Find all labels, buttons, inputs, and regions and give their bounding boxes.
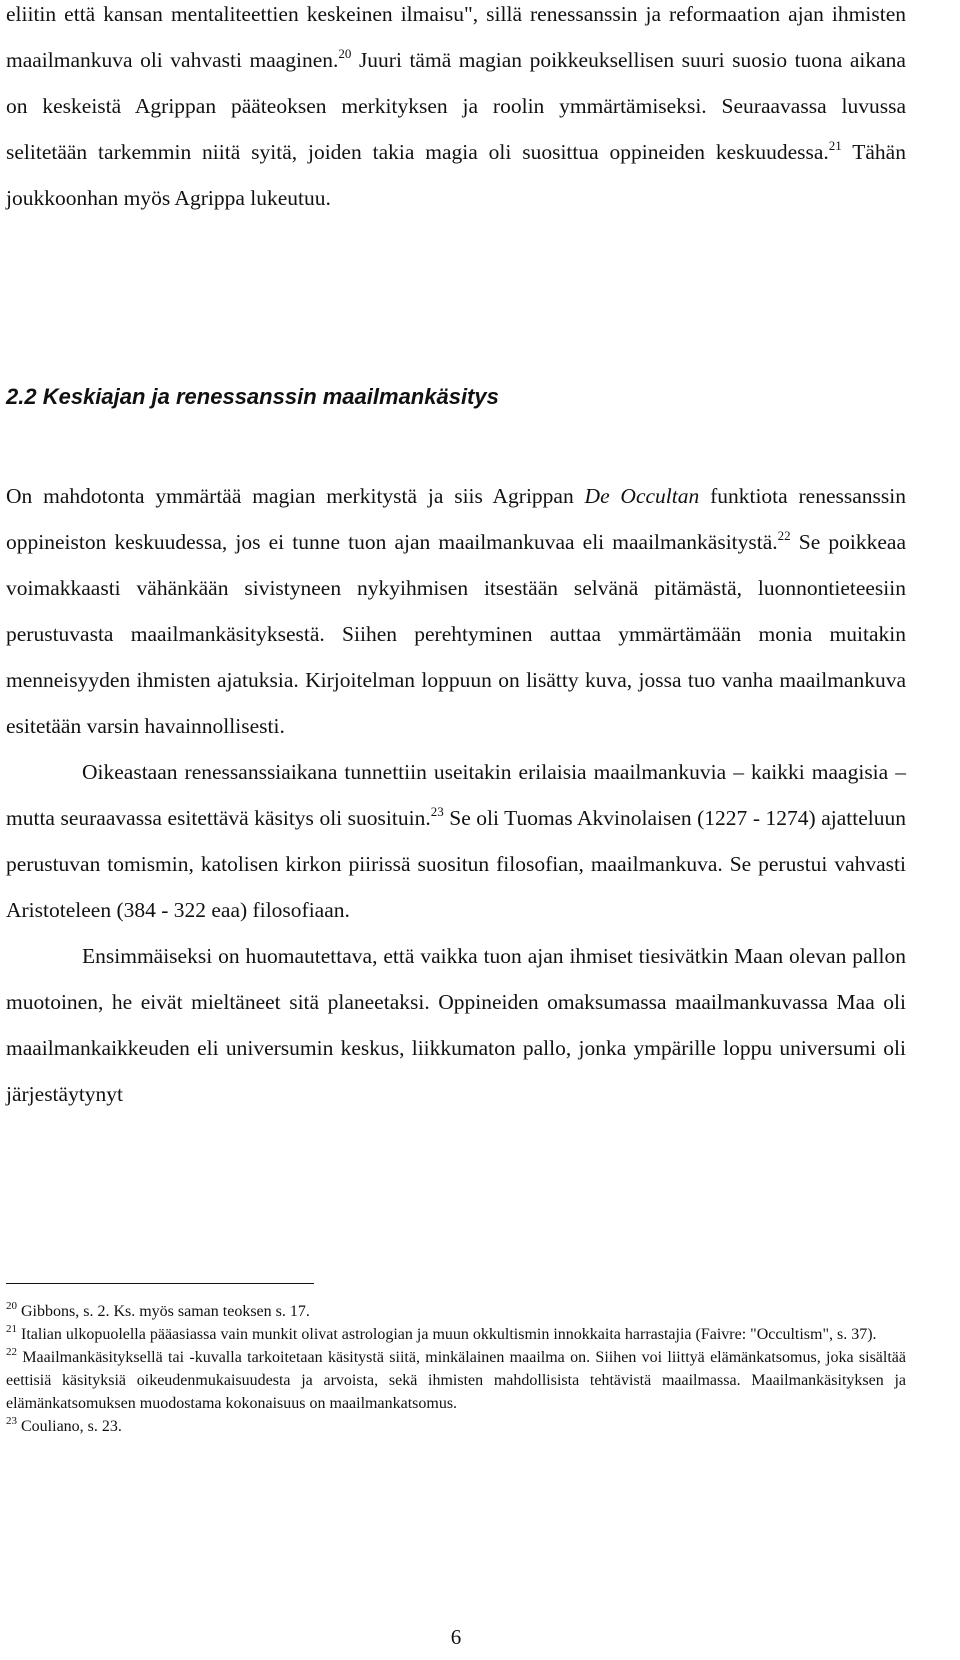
book-title: De Occultan — [584, 484, 700, 508]
footnote-text: Couliano, s. 23. — [17, 1418, 122, 1435]
section-body — [6, 473, 906, 1117]
intro-text-2: Juuri tämä magian poikkeuksellisen suuri suosio tuona aikana on keskeistä Agrippan pääteoksen merkityksen ja roolin ymmärtämiseksi. Seuraavassa luvussa selitetään tarkemmin niitä syitä, joiden takia magia oli suosittua oppineiden keskuudessa. — [6, 48, 906, 164]
footnote-number: 21 — [6, 1323, 17, 1335]
footnote-number: 22 — [6, 1346, 17, 1358]
section-paragraph-1 — [6, 473, 906, 749]
footnote-text: Italian ulkopuolella pääasiassa vain munkit olivat astrologian ja muun okkultismin innokkaita harrastajia (Faivre: "Occultism", s. 37). — [17, 1326, 877, 1343]
footnote-number: 20 — [6, 1300, 17, 1312]
footnote-text: Maailmankäsityksellä tai -kuvalla tarkoitetaan käsitystä siitä, minkälainen maailma on. Siihen voi liittyä elämänkatsomus, joka sisältää eettisiä käsityksiä oikeudenmukaisuudesta ja arvoista, sekä ihmisten mahdollisista tehtävistä maailmassa. Maailmankäsityksen ja elämänkatsomuksen muodostama kokonaisuus on maailmankatsomus. — [6, 1349, 906, 1412]
footnote-number: 23 — [6, 1415, 17, 1427]
page-number: 6 — [450, 1625, 462, 1649]
section-paragraph-2 — [6, 749, 906, 933]
footnote-ref-21[interactable]: 21 — [828, 138, 842, 153]
footnote-ref-20[interactable]: 20 — [338, 46, 352, 61]
footnote-22 — [6, 1346, 906, 1415]
section-paragraph-3: Ensimmäiseksi on huomautettava, että vaikka tuon ajan ihmiset tiesivätkin Maan olevan pallon muotoinen, he eivät mieltäneet sitä planeetaksi. Oppineiden omaksumassa maailmankuvassa Maa oli maailmankaikkeuden eli universumin keskus, liikkumaton pallo, jonka ympärille loppu universumi oli järjestäytynyt — [6, 944, 906, 1106]
footnote-ref-23[interactable]: 23 — [430, 804, 444, 819]
p1-text-c: Se poikkeaa voimakkaasti vähänkään sivistyneen nykyihmisen itsestään selvänä pitämästä, luonnontieteesiin perustuvasta maailmankäsityksestä. Siihen perehtyminen auttaa ymmärtämään monia muitakin menneisyyden ihmisten ajatuksia. Kirjoitelman loppuun on lisätty kuva, jossa tuo vanha maailmankuva esitetään varsin havainnollisesti. — [6, 530, 906, 738]
footnote-20 — [6, 1300, 906, 1323]
footnotes — [6, 1300, 906, 1438]
footnote-ref-22[interactable]: 22 — [777, 528, 791, 543]
p1-text-a: On mahdotonta ymmärtää magian merkitystä ja siis Agrippan — [6, 484, 585, 508]
p2-text-b: Se oli Tuomas Akvinolaisen (1227 - 1274) ajatteluun perustuvan tomismin, katolisen kirkon piirissä suositun filosofian, maailmankuva. Se perustui vahvasti Aristoteleen (384 - 322 eaa) filosofiaan. — [6, 806, 906, 922]
footnote-divider — [6, 1283, 314, 1284]
intro-paragraph — [6, 0, 906, 221]
p1-text-b: funktiota renessanssin oppineiston keskuudessa, jos ei tunne tuon ajan maailmankuvaa eli maailmankäsitystä. — [6, 484, 906, 554]
intro-text-1: eliitin että kansan mentaliteettien keskeinen ilmaisu", sillä renessanssin ja reformaation ajan ihmisten maailmankuva oli vahvasti maaginen. — [6, 2, 906, 72]
footnote-23 — [6, 1415, 906, 1438]
intro-text-3: Tähän joukkoonhan myös Agrippa lukeutuu. — [6, 140, 906, 210]
section-heading: 2.2 Keskiajan ja renessanssin maailmankäsitys — [6, 384, 499, 409]
footnote-text: Gibbons, s. 2. Ks. myös saman teoksen s. 17. — [17, 1303, 310, 1320]
p2-text-a: Oikeastaan renessanssiaikana tunnettiin useitakin erilaisia maailmankuvia – kaikki maagisia – mutta seuraavassa esitettävä käsitys oli suosituin. — [6, 760, 906, 830]
footnote-21 — [6, 1323, 906, 1346]
